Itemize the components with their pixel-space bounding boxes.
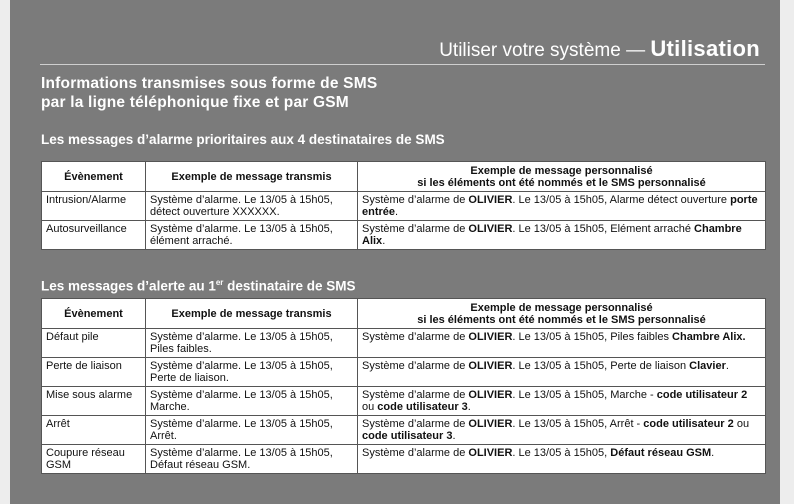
col-header-custom-line1: Exemple de message personnalisé [470, 164, 653, 177]
custom-element: Clavier [689, 360, 726, 372]
custom-text: . [711, 447, 715, 459]
table-row [42, 445, 766, 474]
custom-text: . Le 13/05 à 15h05, Alarme détect ouverture [512, 194, 731, 206]
custom-message-cell [358, 221, 766, 250]
custom-text: . Le 13/05 à 15h05, Piles faibles [512, 331, 673, 343]
custom-element: Chambre Alix [362, 223, 742, 247]
header-strong: Utilisation [650, 36, 760, 61]
table-row [42, 221, 766, 250]
custom-message-cell [358, 416, 766, 445]
custom-text: Système d’alarme de [362, 389, 469, 401]
custom-message-cell [358, 387, 766, 416]
custom-name: OLIVIER [468, 418, 513, 430]
section2-title-prefix: Les messages d’alerte au 1 [41, 278, 216, 294]
message-cell: Système d’alarme. Le 13/05 à 15h05, Perte de liaison. [146, 358, 358, 387]
custom-text: . [467, 401, 471, 413]
custom-text: Système d’alarme de [362, 360, 469, 372]
custom-element: code utilisateur 2 [643, 418, 734, 430]
table-row [42, 192, 766, 221]
col-header-custom [358, 162, 766, 192]
table-header-row [42, 162, 766, 192]
custom-text: . [382, 235, 386, 247]
message-cell: Système d’alarme. Le 13/05 à 15h05, Piles faibles. [146, 329, 358, 358]
col-header-custom-line2: si les éléments ont été nommés et le SMS personnalisé [417, 176, 706, 189]
page-header [439, 36, 760, 62]
custom-text: . Le 13/05 à 15h05, Elément arraché [512, 223, 695, 235]
message-cell: Système d’alarme. Le 13/05 à 15h05, Arrêt. [146, 416, 358, 445]
message-cell: Système d’alarme. Le 13/05 à 15h05, Marche. [146, 387, 358, 416]
custom-text: . [725, 360, 729, 372]
col-header-custom-line1: Exemple de message personnalisé [470, 301, 653, 314]
custom-text: Système d’alarme de [362, 331, 469, 343]
custom-message-cell [358, 445, 766, 474]
message-cell: Système d’alarme. Le 13/05 à 15h05, détect ouverture XXXXXX. [146, 192, 358, 221]
col-header-event: Évènement [42, 299, 146, 329]
event-cell: Intrusion/Alarme [42, 192, 146, 221]
col-header-event: Évènement [42, 162, 146, 192]
event-cell: Défaut pile [42, 329, 146, 358]
custom-text: . Le 13/05 à 15h05, Perte de liaison [512, 360, 690, 372]
event-cell: Coupure réseau GSM [42, 445, 146, 474]
custom-text: . Le 13/05 à 15h05, [512, 447, 611, 459]
custom-element: Chambre Alix. [672, 331, 746, 343]
col-header-message: Exemple de message transmis [146, 162, 358, 192]
table-row [42, 329, 766, 358]
section2-title [41, 278, 355, 294]
table-row [42, 387, 766, 416]
custom-text: ou [362, 401, 378, 413]
custom-name: OLIVIER [468, 223, 513, 235]
custom-element-alt: code utilisateur 3 [377, 401, 468, 413]
custom-message-cell [358, 358, 766, 387]
message-cell: Système d’alarme. Le 13/05 à 15h05, Défaut réseau GSM. [146, 445, 358, 474]
main-title-line1: Informations transmises sous forme de SMS [41, 75, 378, 92]
custom-text: . [452, 430, 456, 442]
main-title [41, 74, 377, 112]
custom-element: Défaut réseau GSM [610, 447, 712, 459]
main-title-line2: par la ligne téléphonique fixe et par GSM [41, 94, 349, 111]
custom-text: . Le 13/05 à 15h05, Arrêt - [512, 418, 644, 430]
custom-name: OLIVIER [468, 331, 513, 343]
section2-title-sup: er [215, 278, 224, 287]
message-cell: Système d’alarme. Le 13/05 à 15h05, élément arraché. [146, 221, 358, 250]
col-header-custom [358, 299, 766, 329]
custom-name: OLIVIER [468, 389, 513, 401]
alert-table [41, 298, 766, 474]
custom-text: ou [733, 418, 750, 430]
table-header-row [42, 299, 766, 329]
event-cell: Perte de liaison [42, 358, 146, 387]
event-cell: Autosurveillance [42, 221, 146, 250]
table-row [42, 416, 766, 445]
custom-text: Système d’alarme de [362, 223, 469, 235]
custom-text: . [395, 206, 399, 218]
custom-name: OLIVIER [468, 360, 513, 372]
custom-element: porte entrée [362, 194, 758, 218]
custom-text: Système d’alarme de [362, 447, 469, 459]
custom-message-cell [358, 192, 766, 221]
custom-name: OLIVIER [468, 447, 513, 459]
priority-alarm-table [41, 161, 766, 250]
custom-text: Système d’alarme de [362, 194, 469, 206]
custom-element-alt: code utilisateur 3 [362, 430, 453, 442]
custom-message-cell [358, 329, 766, 358]
col-header-message: Exemple de message transmis [146, 299, 358, 329]
header-divider [40, 64, 765, 65]
col-header-custom-line2: si les éléments ont été nommés et le SMS personnalisé [417, 313, 706, 326]
section2-title-suffix: destinataire de SMS [223, 278, 356, 294]
event-cell: Arrêt [42, 416, 146, 445]
event-cell: Mise sous alarme [42, 387, 146, 416]
header-prefix: Utiliser votre système — [439, 40, 651, 61]
custom-element: code utilisateur 2 [656, 389, 748, 401]
custom-name: OLIVIER [468, 194, 513, 206]
custom-text: . Le 13/05 à 15h05, Marche - [512, 389, 657, 401]
document-panel [10, 0, 780, 504]
table-row [42, 358, 766, 387]
section1-title: Les messages d’alarme prioritaires aux 4 destinataires de SMS [41, 132, 445, 147]
custom-text: Système d’alarme de [362, 418, 469, 430]
